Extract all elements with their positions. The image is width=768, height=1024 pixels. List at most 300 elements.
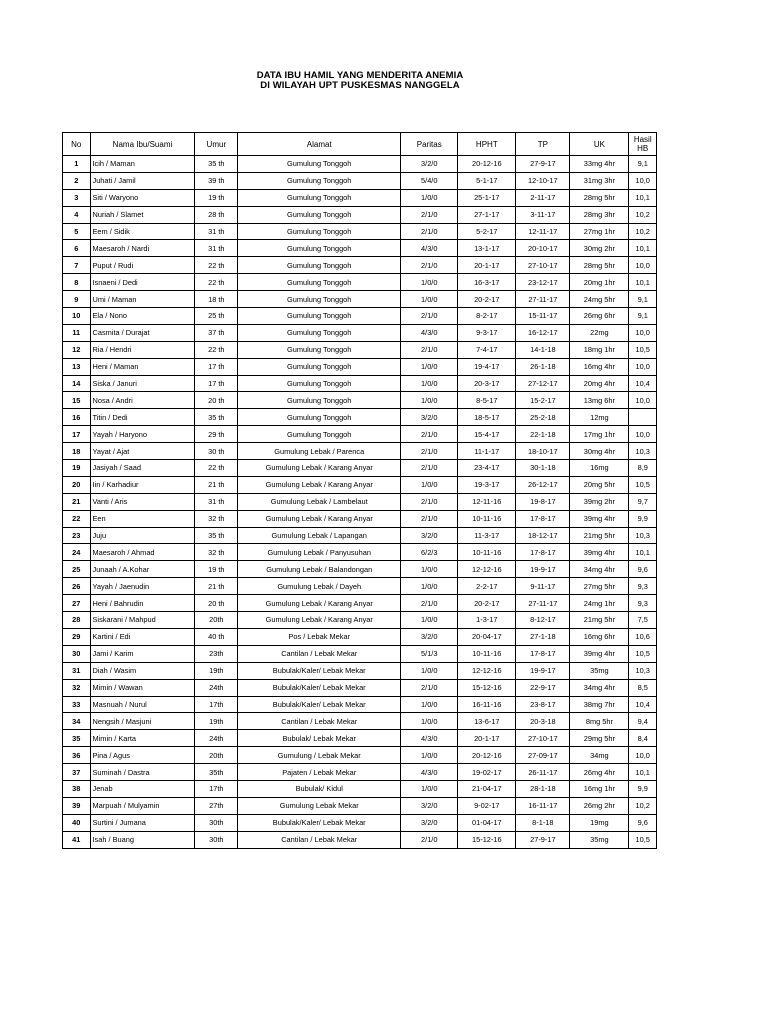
cell-hpht: 16-11-16 (458, 696, 516, 713)
table-row (63, 764, 657, 781)
table-row (63, 645, 657, 662)
cell-hpht: 19-3-17 (458, 476, 516, 493)
cell-umur: 35 th (195, 156, 238, 173)
cell-uk: 17mg 1hr (570, 426, 629, 443)
header-paritas: Paritas (401, 133, 458, 156)
table-row (63, 240, 657, 257)
cell-nama: Suminah / Dastra (90, 764, 195, 781)
cell-tp: 25-2-18 (516, 409, 570, 426)
cell-umur: 32 th (195, 544, 238, 561)
cell-uk: 34mg 4hr (570, 679, 629, 696)
cell-no: 32 (63, 679, 91, 696)
cell-umur: 17th (195, 696, 238, 713)
cell-hpht: 2-2-17 (458, 578, 516, 595)
cell-no: 1 (63, 156, 91, 173)
cell-tp: 19-9-17 (516, 561, 570, 578)
table-row (63, 392, 657, 409)
cell-alamat: Gumulung Tonggoh (238, 206, 401, 223)
cell-umur: 23th (195, 645, 238, 662)
cell-hpht: 10-11-16 (458, 645, 516, 662)
cell-tp: 30-1-18 (516, 460, 570, 477)
cell-hasil-hb: 10,6 (629, 628, 657, 645)
cell-umur: 28 th (195, 206, 238, 223)
cell-hpht: 20-3-17 (458, 375, 516, 392)
cell-tp: 27-11-17 (516, 291, 570, 308)
cell-hpht: 5-2-17 (458, 223, 516, 240)
cell-alamat: Gumulung Lebak / Karang Anyar (238, 476, 401, 493)
table-row (63, 612, 657, 629)
cell-nama: Junaah / A.Kohar (90, 561, 195, 578)
cell-uk: 28mg 3hr (570, 206, 629, 223)
cell-hasil-hb: 9,1 (629, 156, 657, 173)
cell-uk: 16mg (570, 460, 629, 477)
header-nama: Nama Ibu/Suami (90, 133, 195, 156)
cell-hasil-hb: 8,9 (629, 460, 657, 477)
cell-umur: 31 th (195, 493, 238, 510)
cell-tp: 12-10-17 (516, 172, 570, 189)
cell-alamat: Gumulung Lebak Mekar (238, 797, 401, 814)
cell-alamat: Gumulung Tonggoh (238, 324, 401, 341)
cell-no: 29 (63, 628, 91, 645)
cell-hasil-hb: 10,1 (629, 544, 657, 561)
cell-no: 12 (63, 341, 91, 358)
cell-umur: 24th (195, 730, 238, 747)
cell-uk: 20mg 1hr (570, 274, 629, 291)
cell-uk: 30mg 4hr (570, 443, 629, 460)
cell-uk: 39mg 4hr (570, 544, 629, 561)
cell-umur: 25 th (195, 308, 238, 325)
cell-hasil-hb: 9,6 (629, 561, 657, 578)
cell-hpht: 9-02-17 (458, 797, 516, 814)
header-hasil-hb (629, 133, 657, 156)
cell-alamat: Pajaten / Lebak Mekar (238, 764, 401, 781)
cell-uk: 21mg 5hr (570, 612, 629, 629)
cell-no: 6 (63, 240, 91, 257)
cell-no: 35 (63, 730, 91, 747)
cell-alamat: Gumulung Tonggoh (238, 358, 401, 375)
cell-hpht: 20-1-17 (458, 730, 516, 747)
table-row (63, 595, 657, 612)
cell-uk: 29mg 5hr (570, 730, 629, 747)
table-row (63, 274, 657, 291)
cell-umur: 18 th (195, 291, 238, 308)
cell-hasil-hb: 9,1 (629, 291, 657, 308)
cell-uk: 16mg 6hr (570, 628, 629, 645)
cell-hasil-hb: 10,2 (629, 797, 657, 814)
table-row (63, 324, 657, 341)
cell-hasil-hb: 10,0 (629, 172, 657, 189)
cell-tp: 20-3-18 (516, 713, 570, 730)
cell-tp: 19-9-17 (516, 662, 570, 679)
cell-no: 40 (63, 814, 91, 831)
cell-umur: 21 th (195, 578, 238, 595)
cell-nama: Icih / Maman (90, 156, 195, 173)
cell-paritas: 1/0/0 (401, 696, 458, 713)
table-row (63, 460, 657, 477)
cell-nama: Mimin / Wawan (90, 679, 195, 696)
cell-uk: 20mg 4hr (570, 375, 629, 392)
cell-hasil-hb: 10,3 (629, 662, 657, 679)
table-body (63, 156, 657, 849)
cell-umur: 20 th (195, 595, 238, 612)
cell-tp: 9-11-17 (516, 578, 570, 595)
cell-hpht: 18-5-17 (458, 409, 516, 426)
header-hpht: HPHT (458, 133, 516, 156)
cell-hpht: 8-2-17 (458, 308, 516, 325)
cell-nama: Isah / Buang (90, 831, 195, 848)
cell-hasil-hb: 10,0 (629, 392, 657, 409)
cell-uk: 30mg 2hr (570, 240, 629, 257)
table-row (63, 831, 657, 848)
table-row (63, 206, 657, 223)
cell-hpht: 1-3-17 (458, 612, 516, 629)
cell-nama: Jami / Karim (90, 645, 195, 662)
cell-uk: 16mg 1hr (570, 780, 629, 797)
cell-hpht: 15-12-16 (458, 679, 516, 696)
cell-umur: 24th (195, 679, 238, 696)
cell-no: 8 (63, 274, 91, 291)
cell-hasil-hb: 9,6 (629, 814, 657, 831)
cell-umur: 39 th (195, 172, 238, 189)
cell-paritas: 1/0/0 (401, 392, 458, 409)
cell-umur: 35 th (195, 409, 238, 426)
table-row (63, 375, 657, 392)
cell-uk: 28mg 5hr (570, 189, 629, 206)
cell-hpht: 12-11-16 (458, 493, 516, 510)
cell-hasil-hb: 8,4 (629, 730, 657, 747)
cell-paritas: 2/1/0 (401, 443, 458, 460)
cell-no: 10 (63, 308, 91, 325)
cell-uk: 38mg 7hr (570, 696, 629, 713)
header-uk: UK (570, 133, 629, 156)
cell-no: 33 (63, 696, 91, 713)
cell-nama: Juhati / Jamil (90, 172, 195, 189)
cell-hasil-hb: 9,9 (629, 780, 657, 797)
cell-tp: 16-11-17 (516, 797, 570, 814)
table-row (63, 443, 657, 460)
cell-uk: 26mg 2hr (570, 797, 629, 814)
cell-umur: 32 th (195, 510, 238, 527)
cell-paritas: 1/0/0 (401, 476, 458, 493)
cell-hasil-hb: 8,5 (629, 679, 657, 696)
cell-umur: 30 th (195, 443, 238, 460)
cell-hasil-hb: 9,7 (629, 493, 657, 510)
cell-hpht: 19-4-17 (458, 358, 516, 375)
cell-paritas: 1/0/0 (401, 274, 458, 291)
cell-paritas: 3/2/0 (401, 156, 458, 173)
cell-umur: 40 th (195, 628, 238, 645)
cell-alamat: Gumulung Tonggoh (238, 274, 401, 291)
cell-tp: 22-1-18 (516, 426, 570, 443)
cell-no: 7 (63, 257, 91, 274)
cell-no: 27 (63, 595, 91, 612)
cell-no: 20 (63, 476, 91, 493)
cell-umur: 20th (195, 612, 238, 629)
cell-uk: 27mg 5hr (570, 578, 629, 595)
cell-nama: Pina / Agus (90, 747, 195, 764)
cell-paritas: 2/1/0 (401, 426, 458, 443)
cell-tp: 8-1-18 (516, 814, 570, 831)
cell-tp: 27-1-18 (516, 628, 570, 645)
cell-hasil-hb: 10,0 (629, 358, 657, 375)
cell-hasil-hb: 9,3 (629, 578, 657, 595)
cell-umur: 17 th (195, 375, 238, 392)
cell-hpht: 25-1-17 (458, 189, 516, 206)
document-title: DATA IBU HAMIL YANG MENDERITA ANEMIA (256, 70, 464, 81)
table-row (63, 628, 657, 645)
cell-uk: 19mg (570, 814, 629, 831)
header-no: No (63, 133, 91, 156)
header-hasil-hb-line2: HB (637, 144, 649, 153)
cell-hpht: 20-12-16 (458, 156, 516, 173)
cell-uk: 13mg 6hr (570, 392, 629, 409)
cell-uk: 21mg 5hr (570, 527, 629, 544)
cell-hasil-hb: 10,0 (629, 257, 657, 274)
cell-hasil-hb: 10,0 (629, 747, 657, 764)
cell-paritas: 1/0/0 (401, 612, 458, 629)
table-row (63, 308, 657, 325)
cell-tp: 20-10-17 (516, 240, 570, 257)
cell-hasil-hb: 10,3 (629, 527, 657, 544)
cell-umur: 20th (195, 747, 238, 764)
cell-hasil-hb: 10,1 (629, 274, 657, 291)
cell-tp: 17-8-17 (516, 645, 570, 662)
cell-no: 31 (63, 662, 91, 679)
cell-tp: 14-1-18 (516, 341, 570, 358)
cell-umur: 22 th (195, 460, 238, 477)
cell-no: 5 (63, 223, 91, 240)
cell-tp: 26-11-17 (516, 764, 570, 781)
cell-tp: 15-2-17 (516, 392, 570, 409)
cell-paritas: 3/2/0 (401, 797, 458, 814)
cell-hpht: 10-11-16 (458, 544, 516, 561)
table-row (63, 696, 657, 713)
table-row (63, 409, 657, 426)
cell-nama: Umi / Maman (90, 291, 195, 308)
cell-nama: Jenab (90, 780, 195, 797)
table-row (63, 189, 657, 206)
cell-hasil-hb: 10,4 (629, 696, 657, 713)
cell-nama: Kartini / Edi (90, 628, 195, 645)
cell-no: 25 (63, 561, 91, 578)
cell-alamat: Gumulung Tonggoh (238, 172, 401, 189)
cell-no: 24 (63, 544, 91, 561)
cell-paritas: 6/2/3 (401, 544, 458, 561)
cell-nama: Titin / Dedi (90, 409, 195, 426)
cell-uk: 18mg 1hr (570, 341, 629, 358)
cell-hpht: 20-04-17 (458, 628, 516, 645)
cell-alamat: Cantilan / Lebak Mekar (238, 645, 401, 662)
cell-hasil-hb: 10,5 (629, 476, 657, 493)
table-row (63, 713, 657, 730)
cell-alamat: Gumulung Tonggoh (238, 240, 401, 257)
cell-nama: Yayat / Ajat (90, 443, 195, 460)
cell-alamat: Gumulung Lebak / Lambelaut (238, 493, 401, 510)
cell-umur: 19th (195, 713, 238, 730)
cell-nama: Een (90, 510, 195, 527)
cell-hpht: 15-4-17 (458, 426, 516, 443)
cell-tp: 3-11-17 (516, 206, 570, 223)
cell-alamat: Gumulung Tonggoh (238, 409, 401, 426)
cell-nama: Jasiyah / Saad (90, 460, 195, 477)
cell-no: 28 (63, 612, 91, 629)
cell-hasil-hb: 9,1 (629, 308, 657, 325)
cell-uk: 24mg 5hr (570, 291, 629, 308)
table-row (63, 780, 657, 797)
cell-hpht: 20-12-16 (458, 747, 516, 764)
cell-tp: 28-1-18 (516, 780, 570, 797)
cell-uk: 28mg 5hr (570, 257, 629, 274)
cell-hasil-hb: 10,0 (629, 426, 657, 443)
cell-alamat: Gumulung Tonggoh (238, 257, 401, 274)
cell-paritas: 2/1/0 (401, 493, 458, 510)
table-row (63, 527, 657, 544)
cell-no: 39 (63, 797, 91, 814)
cell-uk: 39mg 4hr (570, 510, 629, 527)
cell-tp: 23-8-17 (516, 696, 570, 713)
cell-paritas: 5/4/0 (401, 172, 458, 189)
cell-hpht: 5-1-17 (458, 172, 516, 189)
cell-paritas: 1/0/0 (401, 747, 458, 764)
cell-alamat: Gumulung Tonggoh (238, 392, 401, 409)
cell-hasil-hb: 9,4 (629, 713, 657, 730)
cell-tp: 27-09-17 (516, 747, 570, 764)
cell-hasil-hb: 10,3 (629, 443, 657, 460)
cell-hpht: 23-4-17 (458, 460, 516, 477)
cell-nama: Yayah / Jaenudin (90, 578, 195, 595)
cell-paritas: 1/0/0 (401, 189, 458, 206)
cell-umur: 17 th (195, 358, 238, 375)
cell-alamat: Gumulung Lebak / Karang Anyar (238, 510, 401, 527)
cell-alamat: Gumulung Tonggoh (238, 426, 401, 443)
cell-tp: 19-8-17 (516, 493, 570, 510)
table-row (63, 730, 657, 747)
cell-hpht: 9-3-17 (458, 324, 516, 341)
cell-umur: 35th (195, 764, 238, 781)
cell-umur: 22 th (195, 341, 238, 358)
cell-no: 9 (63, 291, 91, 308)
table-row (63, 358, 657, 375)
cell-hasil-hb: 10,1 (629, 189, 657, 206)
cell-alamat: Pos / Lebak Mekar (238, 628, 401, 645)
cell-umur: 19 th (195, 189, 238, 206)
cell-hasil-hb (629, 409, 657, 426)
cell-no: 36 (63, 747, 91, 764)
cell-alamat: Bubulak/Kaler/ Lebak Mekar (238, 662, 401, 679)
cell-no: 11 (63, 324, 91, 341)
cell-tp: 23-12-17 (516, 274, 570, 291)
cell-nama: Diah / Wasim (90, 662, 195, 679)
cell-nama: Nengsih / Masjuni (90, 713, 195, 730)
cell-hpht: 21-04-17 (458, 780, 516, 797)
cell-alamat: Gumulung Lebak / Karang Anyar (238, 595, 401, 612)
cell-umur: 21 th (195, 476, 238, 493)
cell-alamat: Gumulung Tonggoh (238, 341, 401, 358)
table-row (63, 291, 657, 308)
cell-no: 18 (63, 443, 91, 460)
cell-umur: 17th (195, 780, 238, 797)
cell-nama: Heni / Bahrudin (90, 595, 195, 612)
cell-no: 17 (63, 426, 91, 443)
cell-tp: 18-12-17 (516, 527, 570, 544)
cell-nama: Iin / Karhadiur (90, 476, 195, 493)
table-row (63, 578, 657, 595)
cell-hasil-hb: 10,4 (629, 375, 657, 392)
cell-uk: 39mg 2hr (570, 493, 629, 510)
cell-nama: Maesaroh / Ahmad (90, 544, 195, 561)
cell-umur: 29 th (195, 426, 238, 443)
cell-tp: 12-11-17 (516, 223, 570, 240)
cell-paritas: 2/1/0 (401, 460, 458, 477)
cell-nama: Siska / Januri (90, 375, 195, 392)
cell-nama: Siti / Waryono (90, 189, 195, 206)
table-row (63, 679, 657, 696)
cell-nama: Heni / Maman (90, 358, 195, 375)
cell-paritas: 2/1/0 (401, 595, 458, 612)
table-row (63, 544, 657, 561)
cell-paritas: 2/1/0 (401, 308, 458, 325)
cell-nama: Casmita / Durajat (90, 324, 195, 341)
cell-tp: 27-10-17 (516, 257, 570, 274)
cell-nama: Ria / Hendri (90, 341, 195, 358)
cell-hasil-hb: 10,2 (629, 223, 657, 240)
cell-nama: Ela / Nono (90, 308, 195, 325)
table-row (63, 662, 657, 679)
cell-paritas: 2/1/0 (401, 206, 458, 223)
cell-no: 13 (63, 358, 91, 375)
cell-tp: 27-12-17 (516, 375, 570, 392)
cell-paritas: 1/0/0 (401, 561, 458, 578)
cell-nama: Siskarani / Mahpud (90, 612, 195, 629)
cell-hasil-hb: 9,3 (629, 595, 657, 612)
cell-paritas: 2/1/0 (401, 341, 458, 358)
cell-paritas: 2/1/0 (401, 257, 458, 274)
cell-uk: 16mg 4hr (570, 358, 629, 375)
cell-nama: Nosa / Andri (90, 392, 195, 409)
cell-nama: Puput / Rudi (90, 257, 195, 274)
cell-no: 4 (63, 206, 91, 223)
cell-tp: 27-11-17 (516, 595, 570, 612)
cell-hasil-hb: 10,0 (629, 324, 657, 341)
cell-uk: 26mg 6hr (570, 308, 629, 325)
cell-paritas: 4/3/0 (401, 240, 458, 257)
cell-tp: 27-10-17 (516, 730, 570, 747)
table-row (63, 341, 657, 358)
cell-tp: 26-1-18 (516, 358, 570, 375)
cell-no: 23 (63, 527, 91, 544)
cell-nama: Juju (90, 527, 195, 544)
table-row (63, 510, 657, 527)
cell-hpht: 10-11-16 (458, 510, 516, 527)
table-row (63, 797, 657, 814)
table-row (63, 426, 657, 443)
cell-alamat: Gumulung Lebak / Lapangan (238, 527, 401, 544)
cell-no: 34 (63, 713, 91, 730)
cell-no: 26 (63, 578, 91, 595)
cell-alamat: Gumulung Tonggoh (238, 291, 401, 308)
document-subtitle: DI WILAYAH UPT PUSKESMAS NANGGELA (260, 80, 460, 91)
cell-nama: Yayah / Haryono (90, 426, 195, 443)
cell-umur: 35 th (195, 527, 238, 544)
cell-uk: 35mg (570, 662, 629, 679)
cell-tp: 27-9-17 (516, 156, 570, 173)
table-header-row (63, 133, 657, 156)
cell-tp: 18-10-17 (516, 443, 570, 460)
cell-hasil-hb: 10,5 (629, 831, 657, 848)
cell-nama: Marpuah / Mulyamin (90, 797, 195, 814)
cell-no: 37 (63, 764, 91, 781)
cell-uk: 26mg 4hr (570, 764, 629, 781)
